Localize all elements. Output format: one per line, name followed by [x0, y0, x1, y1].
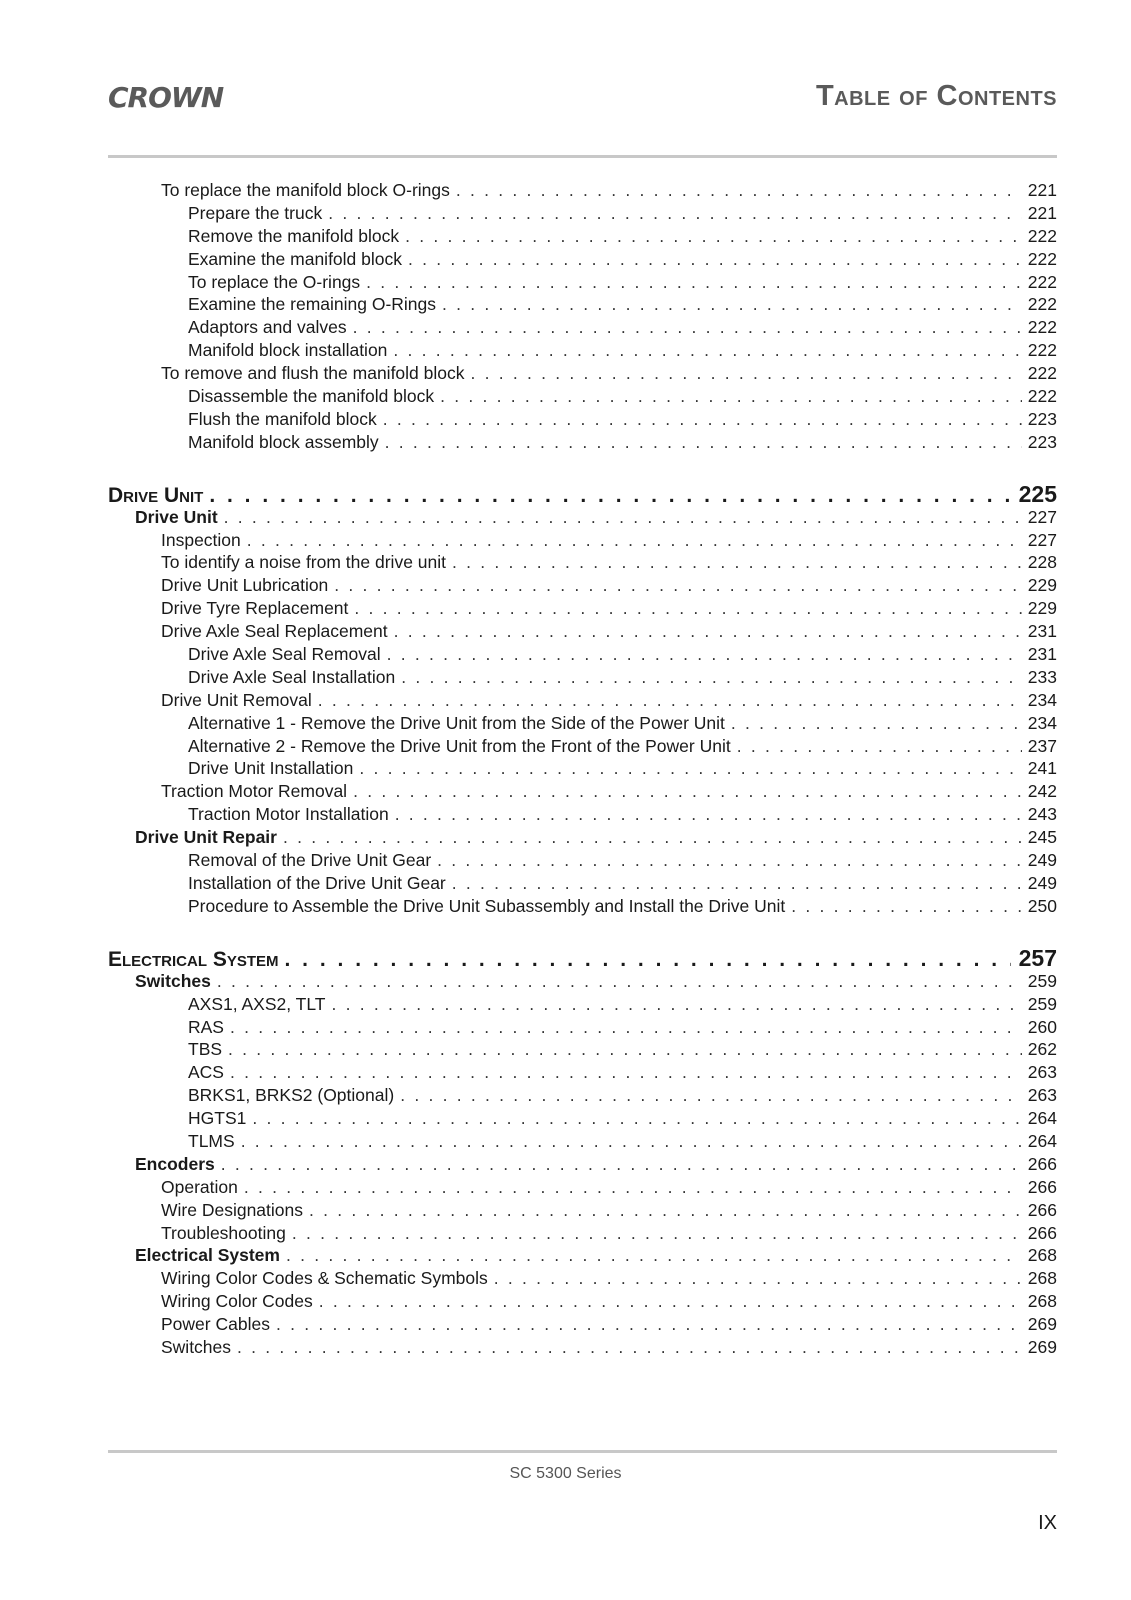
- toc-entry-page: 259: [1027, 993, 1057, 1014]
- toc-entry-label: Manifold block assembly: [188, 431, 379, 452]
- crown-logo: [108, 83, 226, 111]
- toc-entry[interactable]: [108, 203, 1057, 226]
- toc-entry[interactable]: [108, 180, 1057, 203]
- toc-entry-label: Traction Motor Removal: [161, 781, 348, 802]
- footer-divider: [108, 1450, 1057, 1453]
- toc-entry[interactable]: [108, 1085, 1057, 1108]
- toc-entry-page: 268: [1027, 1245, 1057, 1266]
- toc-entry-label: TBS: [188, 1039, 223, 1060]
- dot-leader: [395, 804, 1022, 825]
- toc-entry[interactable]: [108, 1154, 1057, 1177]
- dot-leader: [319, 1291, 1022, 1312]
- dot-leader: [230, 1062, 1022, 1083]
- toc-entry-page: 234: [1027, 689, 1057, 710]
- toc-entry[interactable]: [108, 971, 1057, 994]
- dot-leader: [283, 827, 1022, 848]
- toc-entry[interactable]: [108, 552, 1057, 575]
- toc-entry-label: Installation of the Drive Unit Gear: [188, 872, 446, 893]
- dot-leader: [221, 1154, 1022, 1175]
- toc-entry[interactable]: [108, 530, 1057, 553]
- toc-entry[interactable]: [108, 896, 1057, 919]
- toc-entry-label: Drive Axle Seal Installation: [188, 666, 396, 687]
- toc-entry-label: Prepare the truck: [188, 202, 323, 223]
- toc-entry-page: 257: [1018, 944, 1057, 971]
- footer-series: SC 5300 Series: [509, 1465, 622, 1482]
- dot-leader: [440, 386, 1022, 407]
- toc-entry[interactable]: [108, 1177, 1057, 1200]
- dot-leader: [328, 203, 1022, 224]
- dot-leader: [394, 621, 1022, 642]
- toc-entry-page: 227: [1027, 529, 1057, 550]
- toc-entry-label: Examine the manifold block: [188, 248, 402, 269]
- toc-entry-label: TLMS: [188, 1130, 235, 1151]
- toc-entry-label: Drive Unit: [108, 483, 204, 507]
- toc-entry-page: 222: [1027, 340, 1057, 361]
- toc-entry-page: 264: [1027, 1108, 1057, 1129]
- toc-entry-label: Operation: [161, 1176, 238, 1197]
- toc-entry[interactable]: [108, 272, 1057, 295]
- toc-entry-label: HGTS1: [188, 1108, 247, 1129]
- dot-leader: [292, 1223, 1022, 1244]
- toc-entry[interactable]: [108, 432, 1057, 455]
- toc-entry-label: Wire Designations: [161, 1199, 303, 1220]
- dot-leader: [452, 552, 1022, 573]
- toc-entry-label: Power Cables: [161, 1314, 270, 1335]
- toc-entry-page: 229: [1027, 575, 1057, 596]
- toc-entry-page: 237: [1027, 735, 1057, 756]
- toc-entry-page: 259: [1027, 970, 1057, 991]
- toc-entry-page: 233: [1027, 666, 1057, 687]
- toc-entry-page: 225: [1018, 480, 1057, 507]
- dot-leader: [393, 340, 1021, 361]
- dot-leader: [408, 249, 1022, 270]
- dot-leader: [209, 484, 1010, 507]
- toc-chapter[interactable]: [108, 945, 1057, 971]
- toc-entry[interactable]: [108, 294, 1057, 317]
- toc-entry[interactable]: [108, 873, 1057, 896]
- dot-leader: [731, 713, 1022, 734]
- dot-leader: [353, 317, 1022, 338]
- toc-entry-label: Switches: [135, 970, 211, 991]
- toc-entry[interactable]: [108, 1131, 1057, 1154]
- toc-entry[interactable]: [108, 386, 1057, 409]
- toc-entry-page: 234: [1027, 712, 1057, 733]
- toc-entry-page: 268: [1027, 1268, 1057, 1289]
- toc-entry-page: 262: [1027, 1039, 1057, 1060]
- toc-entry-label: Alternative 2 - Remove the Drive Unit from the Front of the Power Unit: [188, 735, 731, 756]
- toc-entry-label: BRKS1, BRKS2 (Optional): [188, 1085, 395, 1106]
- toc-entry-page: 221: [1027, 180, 1057, 200]
- toc-entry[interactable]: [108, 1337, 1057, 1360]
- toc-entry-label: Flush the manifold block: [188, 408, 377, 429]
- dot-leader: [737, 736, 1022, 757]
- dot-leader: [318, 690, 1022, 711]
- toc-entry-label: Alternative 1 - Remove the Drive Unit from the Side of the Power Unit: [188, 712, 725, 733]
- dot-leader: [359, 758, 1021, 779]
- dot-leader: [241, 1131, 1022, 1152]
- toc-entry-label: RAS: [188, 1016, 224, 1037]
- dot-leader: [230, 1017, 1022, 1038]
- page-title: Table of Contents: [815, 80, 1057, 112]
- dot-leader: [252, 1108, 1021, 1129]
- dot-leader: [366, 272, 1022, 293]
- toc-entry-page: 228: [1027, 552, 1057, 573]
- toc-entry-page: 263: [1027, 1085, 1057, 1106]
- dot-leader: [286, 1245, 1022, 1266]
- toc-entry-page: 222: [1027, 317, 1057, 338]
- toc-entry-label: Inspection: [161, 529, 241, 550]
- toc-entry[interactable]: [108, 1223, 1057, 1246]
- toc-entry[interactable]: [108, 249, 1057, 272]
- dot-leader: [400, 1085, 1022, 1106]
- toc-entry-label: Examine the remaining O-Rings: [188, 294, 437, 315]
- dot-leader: [437, 850, 1022, 871]
- crown-logo-text: CROWN: [108, 83, 224, 111]
- toc-entry-page: 221: [1027, 202, 1057, 223]
- toc-entry[interactable]: [108, 1039, 1057, 1062]
- toc-entry-page: 222: [1027, 248, 1057, 269]
- dot-leader: [471, 363, 1022, 384]
- toc-entry-label: Removal of the Drive Unit Gear: [188, 850, 432, 871]
- toc-entry[interactable]: [108, 1108, 1057, 1131]
- toc-entry[interactable]: [108, 781, 1057, 804]
- toc-entry[interactable]: [108, 1314, 1057, 1337]
- dot-leader: [354, 598, 1021, 619]
- dot-leader: [405, 226, 1022, 247]
- toc-entry-page: 231: [1027, 621, 1057, 642]
- toc-entry-label: Drive Unit Lubrication: [161, 575, 329, 596]
- toc-entry[interactable]: [108, 827, 1057, 850]
- toc-entry-page: 241: [1027, 758, 1057, 779]
- toc-entry[interactable]: [108, 1245, 1057, 1268]
- toc-entry-label: To remove and flush the manifold block: [161, 363, 465, 384]
- toc-entry-page: 269: [1027, 1314, 1057, 1335]
- toc-entry-page: 250: [1027, 895, 1057, 916]
- toc-entry-page: 229: [1027, 598, 1057, 619]
- toc-entry-label: Troubleshooting: [161, 1222, 286, 1243]
- dot-leader: [276, 1314, 1022, 1335]
- toc-entry-page: 263: [1027, 1062, 1057, 1083]
- toc-entry-page: 266: [1027, 1153, 1057, 1174]
- toc-entry[interactable]: [108, 804, 1057, 827]
- toc-entry-label: Procedure to Assemble the Drive Unit Subassembly and Install the Drive Unit: [188, 895, 786, 916]
- header-divider: [108, 155, 1057, 158]
- toc-entry-page: 222: [1027, 271, 1057, 292]
- dot-leader: [442, 294, 1022, 315]
- toc-entry[interactable]: [108, 736, 1057, 759]
- toc-entry[interactable]: [108, 667, 1057, 690]
- toc-entry[interactable]: [108, 1017, 1057, 1040]
- table-of-contents: [108, 180, 1057, 1360]
- toc-entry[interactable]: [108, 644, 1057, 667]
- toc-entry-label: Wiring Color Codes: [161, 1291, 313, 1312]
- dot-leader: [401, 667, 1022, 688]
- toc-entry-label: Electrical System: [135, 1245, 280, 1266]
- toc-entry[interactable]: [108, 317, 1057, 340]
- toc-entry-label: Manifold block installation: [188, 340, 388, 361]
- toc-entry-page: 227: [1027, 506, 1057, 527]
- dot-leader: [387, 644, 1022, 665]
- toc-entry[interactable]: [108, 1268, 1057, 1291]
- toc-entry-page: 249: [1027, 850, 1057, 871]
- toc-entry-label: AXS1, AXS2, TLT: [188, 993, 326, 1014]
- toc-entry[interactable]: [108, 1291, 1057, 1314]
- toc-entry-label: Drive Axle Seal Removal: [188, 644, 381, 665]
- toc-entry-page: 266: [1027, 1222, 1057, 1243]
- dot-leader: [237, 1337, 1022, 1358]
- toc-entry-page: 249: [1027, 872, 1057, 893]
- toc-entry-label: Drive Unit Installation: [188, 758, 354, 779]
- dot-leader: [228, 1039, 1022, 1060]
- toc-entry-page: 260: [1027, 1016, 1057, 1037]
- dot-leader: [385, 432, 1022, 453]
- toc-entry[interactable]: [108, 1200, 1057, 1223]
- toc-chapter[interactable]: [108, 481, 1057, 507]
- dot-leader: [353, 781, 1022, 802]
- dot-leader: [285, 948, 1011, 971]
- toc-entry-page: 242: [1027, 781, 1057, 802]
- toc-entry-page: 222: [1027, 363, 1057, 384]
- dot-leader: [456, 180, 1022, 201]
- dot-leader: [331, 994, 1021, 1015]
- dot-leader: [244, 1177, 1022, 1198]
- dot-leader: [494, 1268, 1022, 1289]
- toc-entry-label: Wiring Color Codes & Schematic Symbols: [161, 1268, 488, 1289]
- toc-entry-page: 245: [1027, 827, 1057, 848]
- toc-entry[interactable]: [108, 758, 1057, 781]
- toc-entry-label: To replace the O-rings: [188, 271, 361, 292]
- toc-entry-page: 264: [1027, 1130, 1057, 1151]
- toc-entry[interactable]: [108, 598, 1057, 621]
- toc-entry[interactable]: [108, 994, 1057, 1017]
- toc-entry[interactable]: [108, 621, 1057, 644]
- toc-entry-page: 223: [1027, 431, 1057, 452]
- toc-entry[interactable]: [108, 1062, 1057, 1085]
- toc-entry[interactable]: [108, 690, 1057, 713]
- toc-entry-label: Drive Tyre Replacement: [161, 598, 349, 619]
- dot-leader: [791, 896, 1022, 917]
- toc-entry-page: 269: [1027, 1336, 1057, 1357]
- toc-entry-page: 231: [1027, 644, 1057, 665]
- toc-entry-label: Drive Axle Seal Replacement: [161, 621, 388, 642]
- toc-entry-page: 222: [1027, 386, 1057, 407]
- toc-entry-label: Traction Motor Installation: [188, 804, 389, 825]
- toc-entry-label: Drive Unit Removal: [161, 689, 312, 710]
- toc-entry[interactable]: [108, 340, 1057, 363]
- toc-entry[interactable]: [108, 850, 1057, 873]
- toc-entry[interactable]: [108, 226, 1057, 249]
- toc-entry-label: To identify a noise from the drive unit: [161, 552, 447, 573]
- toc-entry-page: 243: [1027, 804, 1057, 825]
- dot-leader: [309, 1200, 1022, 1221]
- toc-entry[interactable]: [108, 575, 1057, 598]
- toc-entry-page: 268: [1027, 1291, 1057, 1312]
- toc-entry-label: Disassemble the manifold block: [188, 386, 435, 407]
- page-number: IX: [1038, 1512, 1057, 1534]
- dot-leader: [452, 873, 1022, 894]
- toc-entry-label: ACS: [188, 1062, 224, 1083]
- dot-leader: [383, 409, 1022, 430]
- toc-entry[interactable]: [108, 363, 1057, 386]
- toc-entry-page: 222: [1027, 294, 1057, 315]
- toc-entry-page: 223: [1027, 408, 1057, 429]
- toc-entry-label: Adaptors and valves: [188, 317, 347, 338]
- toc-entry[interactable]: [108, 409, 1057, 432]
- toc-entry-label: Drive Unit: [135, 506, 218, 527]
- toc-entry-label: Encoders: [135, 1153, 215, 1174]
- dot-leader: [334, 575, 1022, 596]
- toc-entry-label: Drive Unit Repair: [135, 827, 277, 848]
- dot-leader: [217, 971, 1022, 992]
- toc-entry-label: To replace the manifold block O-rings: [161, 180, 450, 200]
- toc-entry-page: 222: [1027, 225, 1057, 246]
- toc-entry-label: Electrical System: [108, 947, 279, 971]
- dot-leader: [224, 507, 1022, 528]
- dot-leader: [247, 530, 1022, 551]
- toc-entry-page: 266: [1027, 1199, 1057, 1220]
- toc-entry-label: Switches: [161, 1336, 232, 1357]
- toc-entry[interactable]: [108, 713, 1057, 736]
- toc-entry-label: Remove the manifold block: [188, 225, 400, 246]
- toc-entry[interactable]: [108, 507, 1057, 530]
- toc-entry-page: 266: [1027, 1176, 1057, 1197]
